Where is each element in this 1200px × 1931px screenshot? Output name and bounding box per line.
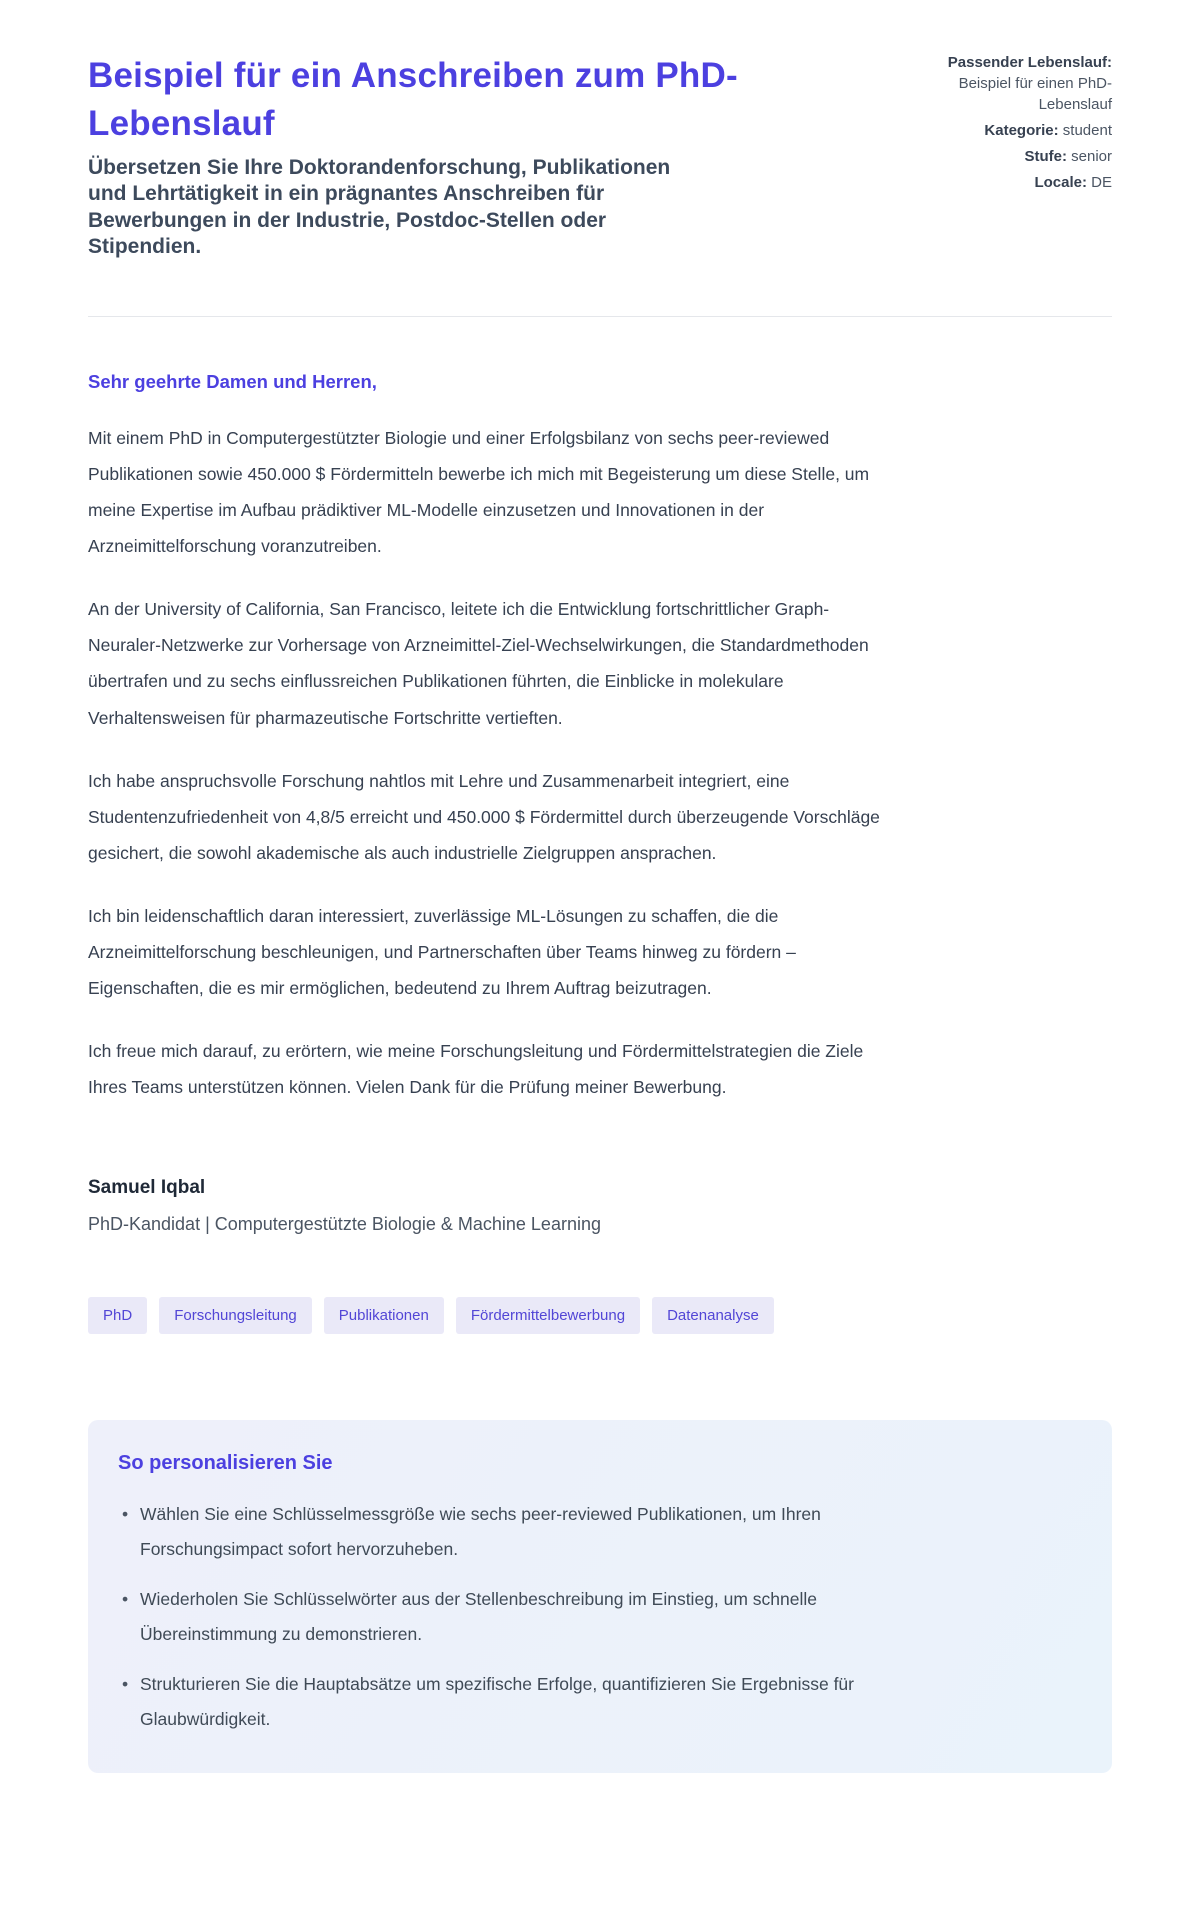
page-title: Beispiel für ein Anschreiben zum PhD-Lebenslauf (88, 56, 738, 143)
page-header (88, 52, 1112, 260)
letter-paragraph: An der University of California, San Francisco, leitete ich die Entwicklung fortschrittlicher Graph-Neuraler-Netzwerke zur Vorhersage von Arzneimittel-Ziel-Wechselwirkungen, die Standardmethoden übertrafen und zu sechs einflussreichen Publikationen führten, die Einblicke in molekulare Verhaltensweisen für pharmazeutische Fortschritte vertieften. (88, 599, 869, 728)
letter-paragraph: Mit einem PhD in Computergestützter Biologie und einer Erfolgsbilanz von sechs peer-reviewed Publikationen sowie 450.000 $ Fördermitteln bewerbe ich mich mit Begeisterung um diese Stelle, um meine Expertise im Aufbau prädiktiver ML-Modelle einzusetzen und Innovationen in der Arzneimittelforschung voranzutreiben. (88, 428, 870, 557)
letter-salutation: Sehr geehrte Damen und Herren, (88, 371, 377, 393)
meta-level-value: senior (1071, 148, 1112, 165)
tag-phd[interactable]: PhD (88, 1297, 147, 1334)
page-subtitle: Übersetzen Sie Ihre Doktorandenforschung, Publikationen und Lehrtätigkeit in ein prägnantes Anschreiben für Bewerbungen in der Industrie, Postdoc-Stellen oder Stipendien. (88, 156, 671, 258)
tip-item: • Wiederholen Sie Schlüsselwörter aus der Stellenbeschreibung im Einstieg, um schnelle Übereinstimmung zu demonstrieren. (118, 1582, 898, 1652)
letter-paragraph: Ich bin leidenschaftlich daran interessiert, zuverlässige ML-Lösungen zu schaffen, die die Arzneimittelforschung beschleunigen, und Partnerschaften über Teams hinweg zu fördern – Eigenschaften, die es mir ermöglichen, bedeutend zu Ihrem Auftrag beizutragen. (88, 905, 796, 998)
tips-list (118, 1497, 1082, 1737)
meta-matching-resume (940, 52, 1112, 115)
tag-foerdermittelbewerbung[interactable]: Fördermittelbewerbung (456, 1297, 640, 1334)
meta-locale (940, 172, 1112, 193)
meta-level-label: Stufe: (1024, 148, 1067, 165)
meta-matching-resume-label: Passender Lebenslauf: (947, 54, 1112, 71)
tag-forschungsleitung[interactable]: Forschungsleitung (159, 1297, 312, 1334)
signature-title: PhD-Kandidat | Computergestützte Biologie & Machine Learning (88, 1213, 601, 1234)
meta-category-value: student (1062, 122, 1112, 139)
meta-category (940, 120, 1112, 141)
letter-paragraph: Ich habe anspruchsvolle Forschung nahtlos mit Lehre und Zusammenarbeit integriert, eine Studentenzufriedenheit von 4,8/5 erreicht und 450.000 $ Fördermittel durch überzeugende Vorschläge gesichert, die sowohl akademische als auch industrielle Zielgruppen ansprachen. (88, 770, 880, 863)
signature-name: Samuel Iqbal (88, 1176, 206, 1198)
cover-letter-body (88, 371, 900, 1235)
letter-signature (88, 1177, 900, 1235)
page-container (88, 0, 1112, 1843)
tip-item: • Wählen Sie eine Schlüsselmessgröße wie sechs peer-reviewed Publikationen, um Ihren Forschungsimpact sofort hervorzuheben. (118, 1497, 898, 1567)
tag-datenanalyse[interactable]: Datenanalyse (652, 1297, 774, 1334)
meta-category-label: Kategorie: (984, 122, 1059, 139)
tag-list (88, 1297, 1112, 1334)
meta-level (940, 146, 1112, 167)
meta-locale-value: DE (1091, 174, 1112, 191)
header-divider (88, 316, 1112, 317)
meta-matching-resume-value: Beispiel für einen PhD-Lebenslauf (958, 75, 1112, 113)
tips-title: So personalisieren Sie (118, 1451, 333, 1474)
letter-paragraph: Ich freue mich darauf, zu erörtern, wie meine Forschungsleitung und Fördermittelstrategien die Ziele Ihres Teams unterstützen können. Vielen Dank für die Prüfung meiner Bewerbung. (88, 1040, 864, 1097)
personalization-tips-box (88, 1420, 1112, 1773)
resume-meta-panel (940, 52, 1112, 198)
tip-item: • Strukturieren Sie die Hauptabsätze um spezifische Erfolge, quantifizieren Sie Ergebnisse für Glaubwürdigkeit. (118, 1667, 898, 1737)
tag-publikationen[interactable]: Publikationen (324, 1297, 444, 1334)
meta-locale-label: Locale: (1034, 174, 1087, 191)
header-title-block (88, 52, 748, 260)
